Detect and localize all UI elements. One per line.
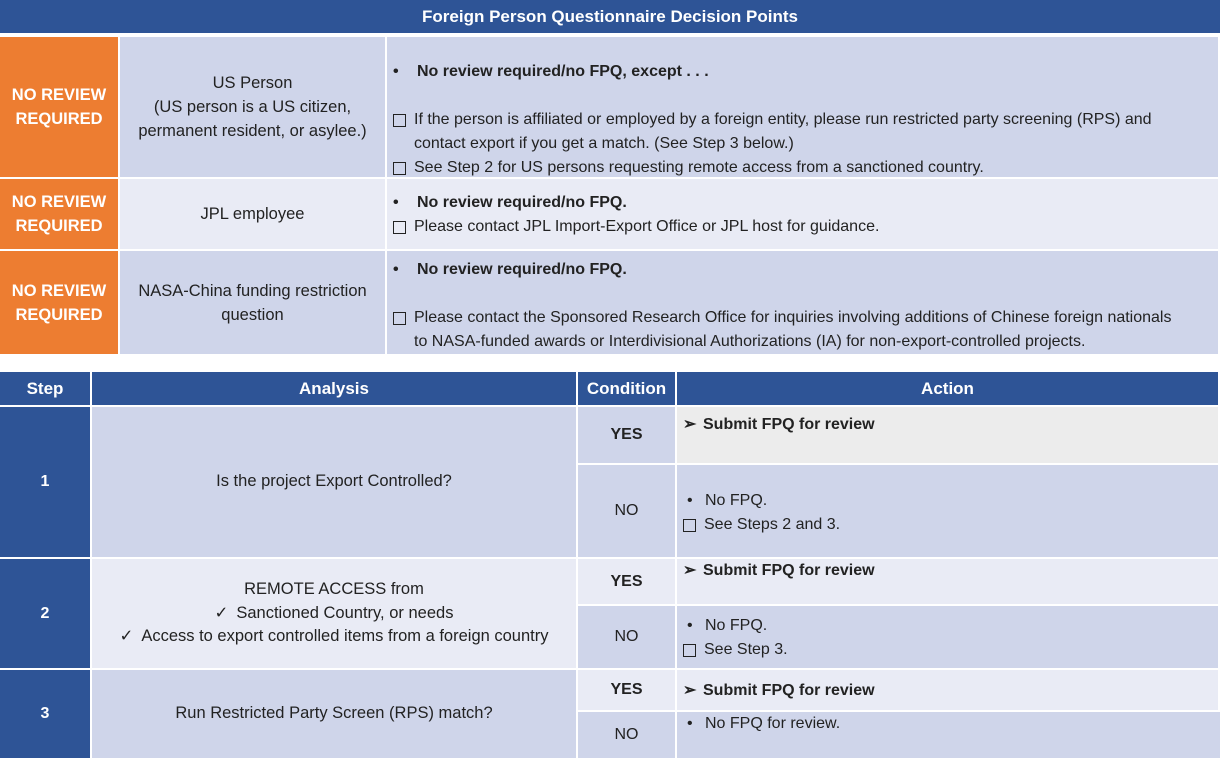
bullet-icon: •: [687, 617, 693, 634]
arrow-bullet-icon: ➢: [683, 682, 697, 699]
status-badge: [0, 37, 120, 179]
page-title: Foreign Person Questionnaire Decision Points: [0, 0, 1220, 33]
guidance-check-item: [393, 108, 1218, 156]
bullet-icon: •: [393, 261, 399, 278]
action-cell-yes: [677, 670, 1220, 712]
status-badge: [0, 251, 120, 356]
bullet-icon: •: [393, 63, 399, 80]
checkmark-icon: ✓: [214, 603, 229, 622]
action-item: [683, 614, 1218, 638]
person-line: permanent resident, or asylee.): [138, 122, 367, 140]
condition-yes: YES: [578, 670, 677, 712]
arrow-bullet-icon: ➢: [683, 562, 697, 579]
column-header-analysis: Analysis: [92, 372, 578, 407]
action-item: [683, 679, 1218, 703]
analysis-item-text: Access to export controlled items from a foreign country: [141, 627, 549, 646]
action-item: [683, 638, 1218, 662]
check-text: [414, 306, 1171, 354]
action-cell-no: [677, 712, 1220, 758]
action-text: No FPQ.: [705, 617, 768, 634]
analysis-text: Run Restricted Party Screen (RPS) match?: [175, 704, 493, 723]
condition-no: NO: [578, 606, 677, 670]
step-number: 3: [0, 670, 92, 758]
checkbox-icon: [393, 312, 406, 325]
person-line: question: [221, 305, 284, 324]
analysis-text: [119, 578, 548, 649]
action-text: See Steps 2 and 3.: [704, 515, 841, 533]
guidance-cell: [387, 179, 1220, 251]
action-text: No FPQ.: [705, 492, 768, 509]
arrow-bullet-icon: ➢: [683, 416, 697, 433]
analysis-item-text: Sanctioned Country, or needs: [236, 603, 454, 622]
column-header-condition: Condition: [578, 372, 677, 407]
bullet-icon: •: [687, 715, 693, 732]
action-item: [683, 489, 1218, 513]
check-text-line: If the person is affiliated or employed by a foreign entity, please run restricted party screening (RPS) and: [414, 110, 1152, 128]
action-item: [683, 712, 1220, 736]
condition-yes: YES: [578, 559, 677, 606]
action-text: Submit FPQ for review: [703, 682, 875, 699]
guidance-check-item: [393, 306, 1218, 354]
bullet-text: No review required/no FPQ.: [417, 261, 627, 278]
bullet-icon: •: [687, 492, 693, 509]
check-text-line: Please contact the Sponsored Research Office for inquiries involving additions of Chinese foreign nationals: [414, 308, 1172, 326]
status-badge: [0, 179, 120, 251]
action-item: [683, 559, 1218, 583]
status-label: NO REVIEW REQUIRED: [11, 193, 107, 235]
person-line: NASA-China funding restriction: [138, 281, 367, 300]
checkbox-icon: [393, 221, 406, 234]
check-text: [414, 108, 1152, 156]
guidance-bullet: [393, 191, 1218, 215]
check-text-line: contact export if you get a match. (See Step 3 below.): [414, 134, 794, 152]
checkbox-icon: [393, 162, 406, 175]
condition-yes: YES: [578, 407, 677, 465]
analysis-cell: [92, 670, 578, 758]
check-text-line: to NASA-funded awards or Interdivisional Authorizations (IA) for non-export-controlled projects.: [414, 332, 1086, 350]
bullet-icon: •: [393, 194, 399, 211]
bullet-text: No review required/no FPQ.: [417, 194, 627, 211]
action-item: [683, 413, 1218, 437]
person-type-label: JPL employee: [200, 205, 305, 223]
column-header-step: Step: [0, 372, 92, 407]
person-type-cell: [120, 251, 387, 356]
person-line: (US person is a US citizen,: [153, 98, 352, 116]
guidance-cell: [387, 37, 1220, 179]
action-cell-yes: [677, 407, 1220, 465]
person-type-label: [138, 71, 366, 143]
person-line: US Person: [212, 74, 293, 92]
condition-no: NO: [578, 712, 677, 758]
action-cell-no: [677, 606, 1220, 670]
status-label: NO REVIEW REQUIRED: [11, 281, 107, 324]
person-type-cell: [120, 179, 387, 251]
checkmark-icon: ✓: [119, 627, 134, 646]
person-type-label: [138, 279, 366, 327]
action-text: No FPQ for review.: [705, 715, 841, 732]
status-label: NO REVIEW REQUIRED: [11, 86, 107, 128]
analysis-item: [119, 602, 548, 626]
check-text: See Step 2 for US persons requesting remote access from a sanctioned country.: [414, 158, 984, 176]
guidance-bullet: [393, 60, 1218, 84]
analysis-cell: [92, 407, 578, 559]
action-text: Submit FPQ for review: [703, 562, 875, 579]
action-cell-no: [677, 465, 1220, 559]
checkbox-icon: [683, 644, 696, 657]
analysis-item: [119, 625, 548, 649]
action-cell-yes: [677, 559, 1220, 606]
guidance-bullet: [393, 258, 1218, 282]
analysis-text: Is the project Export Controlled?: [216, 472, 452, 491]
bullet-text: No review required/no FPQ, except . . .: [417, 63, 709, 80]
analysis-cell: [92, 559, 578, 670]
condition-no: NO: [578, 465, 677, 559]
person-type-cell: [120, 37, 387, 179]
check-text: Please contact JPL Import-Export Office or JPL host for guidance.: [414, 218, 880, 235]
step-number: 1: [0, 407, 92, 559]
step-number: 2: [0, 559, 92, 670]
action-item: [683, 513, 1218, 537]
guidance-check-item: [393, 215, 1218, 239]
action-text: See Step 3.: [704, 640, 788, 658]
checkbox-icon: [393, 114, 406, 127]
analysis-title: REMOTE ACCESS from: [244, 580, 424, 599]
checkbox-icon: [683, 519, 696, 532]
guidance-cell: [387, 251, 1220, 356]
action-text: Submit FPQ for review: [703, 416, 875, 433]
guidance-check-item: [393, 156, 1218, 180]
column-header-action: Action: [677, 372, 1220, 407]
